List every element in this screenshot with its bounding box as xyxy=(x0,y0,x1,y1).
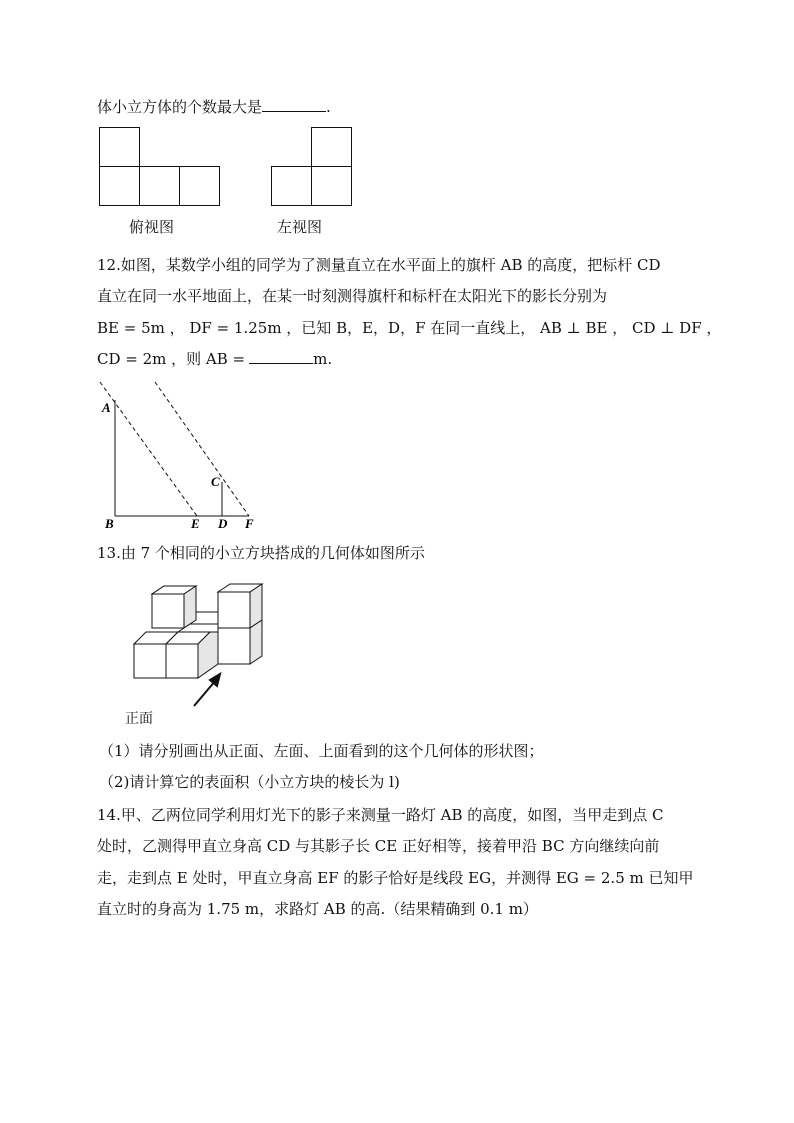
q14-line2: 处时，乙测得甲直立身高 CD 与其影子长 CE 正好相等，接着甲沿 BC 方向继续向前 xyxy=(97,837,660,855)
q12-shadow-diagram xyxy=(97,378,267,533)
q13-part2: （2)请计算它的表面积（小立方块的棱长为 l) xyxy=(99,773,400,791)
q14-line1: 14.甲、乙两位同学利用灯光下的影子来测量一路灯 AB 的高度，如图，当甲走到点 C xyxy=(97,806,664,824)
q11-top-view-caption: 俯视图 xyxy=(129,218,175,236)
label-a: A xyxy=(102,400,111,415)
q11-left-view-caption: 左视图 xyxy=(277,218,323,236)
q11-tail-line xyxy=(97,97,331,117)
q12-line2: 直立在同一水平地面上，在某一时刻测得旗杆和标杆在太阳光下的影长分别为 xyxy=(97,287,608,305)
label-e: E xyxy=(191,516,200,531)
q12-line4-suffix: m. xyxy=(313,350,333,368)
q12-line3: BE = 5m ， DF = 1.25m ，已知 B，E，D，F 在同一直线上， AB ⊥ BE ， CD ⊥ DF ， xyxy=(97,319,722,337)
label-b: B xyxy=(105,516,114,531)
q11-answer-blank[interactable] xyxy=(262,97,326,112)
q14-line3: 走，走到点 E 处时，甲直立身高 EF 的影子恰好是线段 EG，并测得 EG = 2.5 m 已知甲 xyxy=(97,869,694,887)
q12-line4 xyxy=(97,349,332,369)
label-d: D xyxy=(218,516,228,531)
q14-line4: 直立时的身高为 1.75 m，求路灯 AB 的高.（结果精确到 0.1 m） xyxy=(97,900,538,918)
q11-end: . xyxy=(326,98,331,116)
q11-left-view xyxy=(271,127,355,207)
q12-line1: 12.如图，某数学小组的同学为了测量直立在水平面上的旗杆 AB 的高度，把标杆 CD xyxy=(97,256,661,274)
q13-part1: （1）请分别画出从正面、左面、上面看到的这个几何体的形状图； xyxy=(99,742,544,760)
q13-title: 13.由 7 个相同的小立方块搭成的几何体如图所示 xyxy=(97,544,425,562)
q13-front-label: 正面 xyxy=(125,711,153,727)
q11-top-view xyxy=(99,127,223,207)
label-c: C xyxy=(211,474,220,489)
q11-tail-text: 体小立方体的个数最大是 xyxy=(97,98,263,116)
label-f: F xyxy=(245,516,254,531)
ray-through-c xyxy=(155,382,249,516)
q13-cube-figure xyxy=(132,578,272,708)
q12-answer-blank[interactable] xyxy=(249,349,313,364)
q12-line4-prefix: CD = 2m ，则 AB = xyxy=(97,350,246,368)
